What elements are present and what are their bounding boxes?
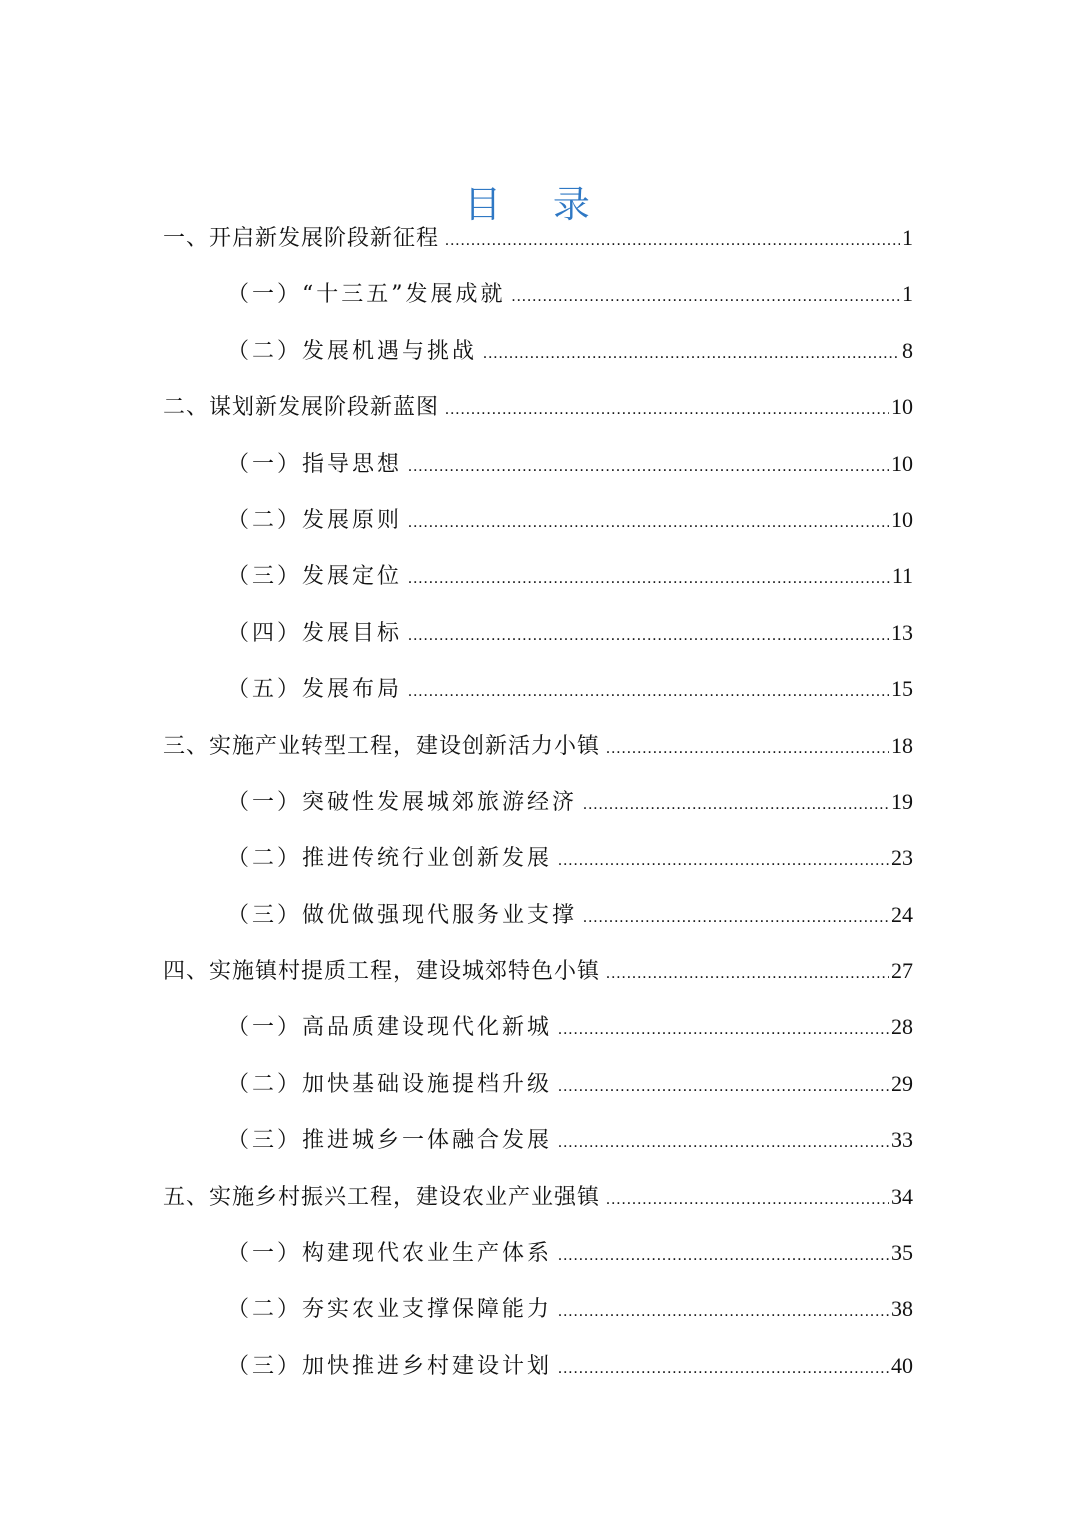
toc-entry[interactable] — [163, 323, 913, 379]
toc-dot-leader — [408, 664, 889, 720]
toc-entry[interactable] — [163, 1056, 913, 1112]
toc-entry-label: 四、实施镇村提质工程，建设城郊特色小镇 — [163, 959, 601, 985]
toc-entry[interactable] — [163, 1112, 913, 1168]
toc-dot-leader — [445, 382, 889, 438]
toc-entry-label: （一）高品质建设现代化新城 — [227, 1015, 553, 1041]
toc-dot-leader — [583, 777, 889, 833]
toc-entry-label: 三、实施产业转型工程，建设创新活力小镇 — [163, 733, 601, 759]
toc-entry[interactable] — [163, 1169, 913, 1225]
toc-dot-leader — [558, 1341, 889, 1397]
toc-entry-label: （一）突破性发展城郊旅游经济 — [227, 789, 578, 815]
toc-dot-leader — [512, 269, 901, 325]
toc-dot-leader — [558, 1228, 889, 1284]
toc-entry[interactable] — [163, 774, 913, 830]
toc-entry-page-number: 34 — [891, 1183, 913, 1209]
page-title: 目 录 — [464, 182, 610, 226]
toc-dot-leader — [408, 439, 889, 495]
toc-entry[interactable] — [163, 943, 913, 999]
toc-dot-leader — [445, 213, 900, 269]
toc-dot-leader — [558, 1284, 889, 1340]
toc-entry-page-number: 10 — [891, 450, 913, 476]
toc-entry-label: （二）加快基础设施提档升级 — [227, 1071, 553, 1097]
toc-entry[interactable] — [163, 1225, 913, 1281]
toc-dot-leader — [583, 890, 889, 946]
toc-entry[interactable] — [163, 266, 913, 322]
toc-entry-page-number: 10 — [891, 506, 913, 532]
toc-entry-label: （二）发展机遇与挑战 — [227, 338, 478, 364]
toc-entry[interactable] — [163, 210, 913, 266]
toc-entry-label: 一、开启新发展阶段新征程 — [163, 226, 440, 251]
toc-dot-leader — [558, 1002, 889, 1058]
toc-entry[interactable] — [163, 1281, 913, 1337]
toc-entry-label: （二）推进传统行业创新发展 — [227, 846, 553, 872]
toc-entry-page-number: 29 — [891, 1070, 913, 1096]
toc-dot-leader — [558, 833, 889, 889]
toc-dot-leader — [606, 946, 889, 1002]
toc-entry-page-number: 10 — [891, 394, 913, 420]
toc-entry-label: 五、实施乡村振兴工程，建设农业产业强镇 — [163, 1184, 601, 1210]
toc-entry-page-number: 27 — [891, 958, 913, 984]
toc-entry[interactable] — [163, 436, 913, 492]
toc-entry[interactable] — [163, 999, 913, 1055]
toc-entry[interactable] — [163, 830, 913, 886]
toc-dot-leader — [408, 608, 889, 664]
toc-dot-leader — [558, 1115, 889, 1171]
toc-entry-page-number: 33 — [891, 1127, 913, 1153]
toc-dot-leader — [408, 495, 889, 551]
toc-entry-label: （二）夯实农业支撑保障能力 — [227, 1297, 553, 1323]
toc-entry-label: （二）发展原则 — [227, 507, 403, 533]
toc-entry-label: 二、谋划新发展阶段新蓝图 — [163, 395, 440, 421]
toc-entry[interactable] — [163, 661, 913, 717]
toc-entry-page-number: 19 — [891, 788, 913, 814]
toc-entry[interactable] — [163, 379, 913, 435]
toc-dot-leader — [606, 721, 889, 777]
toc-entry-label: （三）做优做强现代服务业支撑 — [227, 902, 578, 928]
toc-entry-label: （一）指导思想 — [227, 451, 403, 477]
toc-entry-label: （五）发展布局 — [227, 677, 403, 703]
toc-entry-label: （三）推进城乡一体融合发展 — [227, 1128, 553, 1154]
toc-dot-leader — [408, 551, 890, 607]
toc-entry-page-number: 15 — [891, 676, 913, 702]
toc-entry[interactable] — [163, 718, 913, 774]
toc-entry-page-number: 35 — [891, 1240, 913, 1266]
toc-entry[interactable] — [163, 887, 913, 943]
toc-entry[interactable] — [163, 605, 913, 661]
toc-entry-label: （三）加快推进乡村建设计划 — [227, 1353, 553, 1379]
toc-entry-page-number: 1 — [902, 281, 913, 307]
table-of-contents — [163, 210, 913, 1394]
toc-entry[interactable] — [163, 1338, 913, 1394]
toc-entry-page-number: 24 — [891, 901, 913, 927]
toc-entry-page-number: 11 — [891, 563, 913, 589]
toc-entry[interactable] — [163, 548, 913, 604]
toc-entry-label: （四）发展目标 — [227, 620, 403, 646]
toc-entry[interactable] — [163, 492, 913, 548]
toc-entry-page-number: 40 — [891, 1352, 913, 1378]
toc-entry-page-number: 13 — [891, 619, 913, 645]
toc-entry-page-number: 1 — [902, 225, 913, 250]
toc-entry-label: （一）构建现代农业生产体系 — [227, 1241, 553, 1267]
toc-dot-leader — [558, 1059, 889, 1115]
toc-entry-page-number: 23 — [891, 845, 913, 871]
toc-entry-page-number: 8 — [902, 337, 913, 363]
toc-entry-page-number: 38 — [891, 1296, 913, 1322]
toc-entry-label: （一）“十三五”发展成就 — [227, 282, 506, 308]
toc-entry-page-number: 18 — [891, 732, 913, 758]
toc-dot-leader — [606, 1172, 889, 1228]
toc-entry-page-number: 28 — [891, 1014, 913, 1040]
toc-dot-leader — [483, 326, 900, 382]
toc-entry-label: （三）发展定位 — [227, 564, 403, 590]
